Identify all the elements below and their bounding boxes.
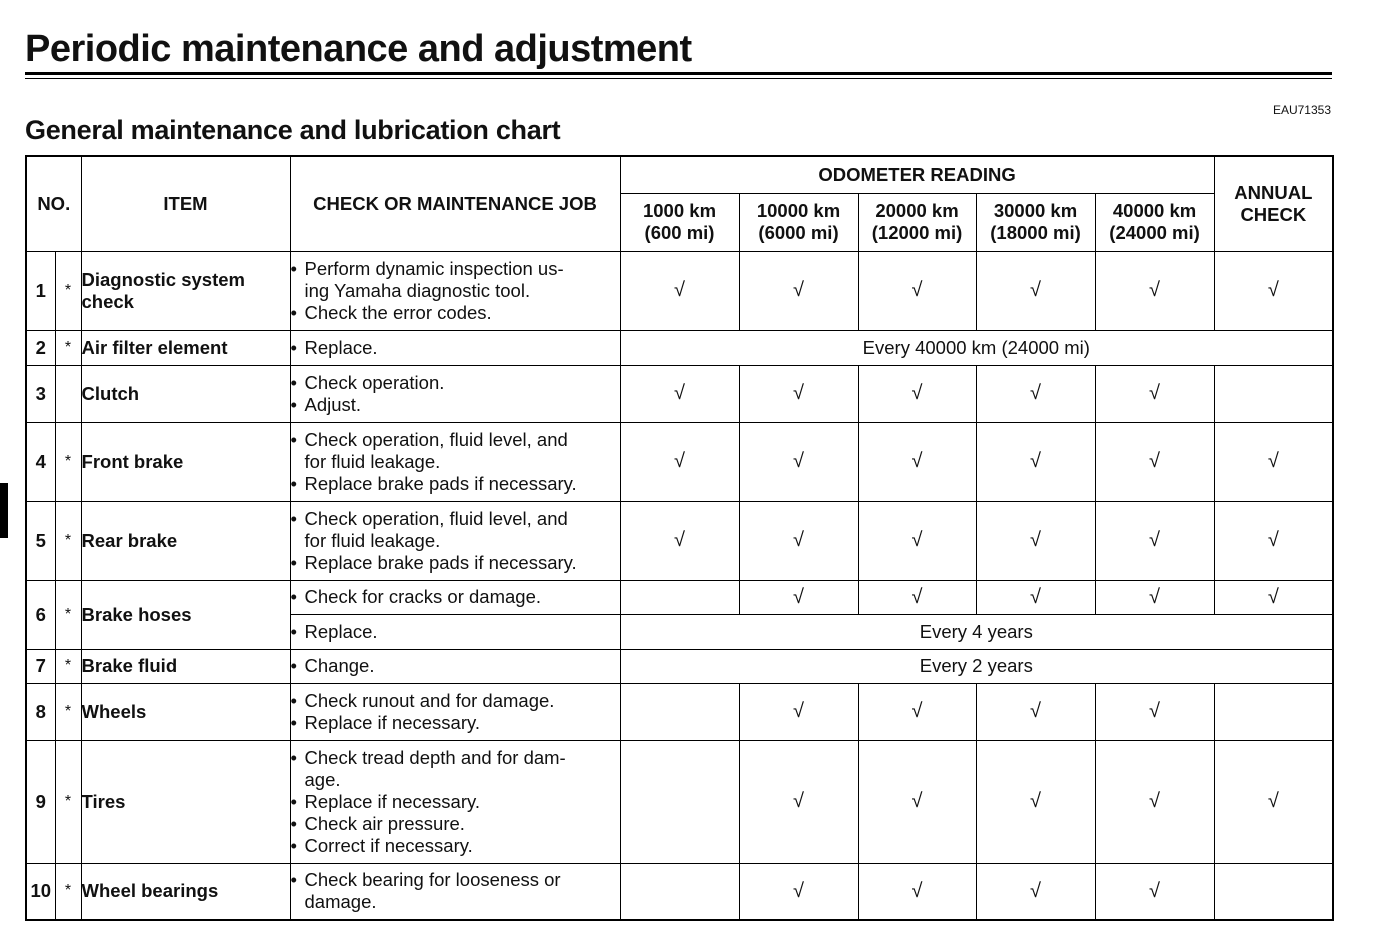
check-cell bbox=[858, 863, 976, 920]
header-interval bbox=[858, 193, 976, 251]
table-row bbox=[26, 330, 1333, 365]
check-cell bbox=[858, 251, 976, 330]
job-line: • Perform dynamic inspection us- bbox=[291, 258, 620, 280]
check-mark-icon: √ bbox=[674, 382, 685, 404]
check-cell bbox=[1095, 683, 1214, 740]
check-mark-icon: √ bbox=[1030, 279, 1041, 301]
check-cell bbox=[739, 251, 858, 330]
check-cell bbox=[858, 422, 976, 501]
job-list bbox=[291, 869, 620, 913]
check-mark-icon: √ bbox=[1030, 529, 1041, 551]
row-item: Diagnostic system check bbox=[81, 251, 290, 330]
page-side-tab-marker bbox=[0, 483, 8, 538]
check-mark-icon: √ bbox=[793, 585, 804, 608]
check-cell bbox=[620, 422, 739, 501]
check-cell bbox=[1095, 580, 1214, 614]
row-item: Tires bbox=[81, 740, 290, 863]
check-cell bbox=[620, 683, 739, 740]
check-mark-icon: √ bbox=[674, 529, 685, 551]
row-number: 6 bbox=[26, 580, 55, 649]
check-cell bbox=[739, 580, 858, 614]
header-item: ITEM bbox=[81, 156, 290, 251]
check-cell bbox=[739, 740, 858, 863]
job-line: • Replace. bbox=[291, 621, 620, 643]
check-mark-icon: √ bbox=[1030, 585, 1041, 608]
check-cell bbox=[976, 863, 1095, 920]
job-line: • Check operation, fluid level, and bbox=[291, 429, 620, 451]
job-cell bbox=[290, 863, 620, 920]
job-line: damage. bbox=[304, 891, 377, 913]
check-cell bbox=[1214, 422, 1333, 501]
check-mark-icon: √ bbox=[1149, 700, 1161, 722]
check-cell bbox=[976, 422, 1095, 501]
check-cell bbox=[620, 863, 739, 920]
row-asterisk: * bbox=[55, 580, 81, 649]
job-cell bbox=[290, 580, 620, 614]
check-mark-icon: √ bbox=[1149, 450, 1161, 472]
job-list bbox=[291, 621, 620, 643]
row-asterisk: * bbox=[55, 251, 81, 330]
check-mark-icon: √ bbox=[793, 879, 804, 902]
job-line: • Check the error codes. bbox=[291, 302, 620, 324]
check-mark-icon: √ bbox=[911, 879, 923, 902]
check-mark-icon: √ bbox=[1267, 790, 1279, 812]
table-row bbox=[26, 501, 1333, 580]
header-interval-km: 30000 km bbox=[993, 200, 1078, 221]
check-mark-icon: √ bbox=[1149, 879, 1161, 902]
check-mark-icon: √ bbox=[1267, 529, 1279, 551]
header-annual-check-label: ANNUAL CHECK bbox=[1234, 181, 1313, 225]
check-cell bbox=[1214, 501, 1333, 580]
job-line: for fluid leakage. bbox=[304, 529, 441, 551]
check-cell bbox=[620, 740, 739, 863]
check-cell bbox=[739, 365, 858, 422]
job-line: • Replace. bbox=[291, 337, 620, 359]
check-cell bbox=[858, 501, 976, 580]
table-row bbox=[26, 365, 1333, 422]
job-line: for fluid leakage. bbox=[304, 450, 441, 472]
header-interval-km: 1000 km bbox=[642, 200, 717, 221]
row-item: Air filter element bbox=[81, 330, 290, 365]
job-line: • Replace if necessary. bbox=[291, 791, 620, 813]
row-asterisk: * bbox=[55, 649, 81, 683]
row-asterisk: * bbox=[55, 740, 81, 863]
check-mark-icon: √ bbox=[911, 279, 923, 301]
page-title: Periodic maintenance and adjustment bbox=[25, 28, 692, 70]
row-number: 4 bbox=[26, 422, 55, 501]
check-mark-icon: √ bbox=[674, 450, 685, 472]
check-cell bbox=[1214, 683, 1333, 740]
job-list bbox=[291, 372, 620, 416]
check-cell bbox=[1095, 740, 1214, 863]
check-cell bbox=[620, 365, 739, 422]
job-line: • Check air pressure. bbox=[291, 813, 620, 835]
header-interval-km: 40000 km bbox=[1112, 200, 1197, 221]
check-cell bbox=[739, 863, 858, 920]
check-mark-icon: √ bbox=[674, 279, 685, 301]
check-cell bbox=[858, 580, 976, 614]
header-no: NO. bbox=[26, 156, 81, 251]
row-asterisk: * bbox=[55, 683, 81, 740]
job-list bbox=[291, 258, 620, 324]
header-job: CHECK OR MAINTENANCE JOB bbox=[290, 156, 620, 251]
check-mark-icon: √ bbox=[911, 585, 923, 608]
job-cell bbox=[290, 251, 620, 330]
check-cell bbox=[620, 580, 739, 614]
check-mark-icon: √ bbox=[1030, 879, 1041, 902]
row-asterisk: * bbox=[55, 501, 81, 580]
header-interval-mi: (600 mi) bbox=[644, 222, 715, 243]
header-annual-check bbox=[1214, 156, 1333, 251]
title-rule-thick bbox=[25, 72, 1332, 75]
check-mark-icon: √ bbox=[1149, 790, 1161, 812]
row-item: Wheel bearings bbox=[81, 863, 290, 920]
header-interval bbox=[620, 193, 739, 251]
job-list bbox=[291, 655, 620, 677]
interval-span-cell: Every 40000 km (24000 mi) bbox=[620, 330, 1333, 365]
row-number: 2 bbox=[26, 330, 55, 365]
table-row bbox=[26, 649, 1333, 683]
header-interval bbox=[739, 193, 858, 251]
check-mark-icon: √ bbox=[1030, 700, 1041, 722]
check-mark-icon: √ bbox=[793, 790, 804, 812]
check-mark-icon: √ bbox=[911, 450, 923, 472]
section-title: General maintenance and lubrication chart bbox=[25, 115, 561, 145]
check-mark-icon: √ bbox=[1030, 790, 1041, 812]
check-cell bbox=[1214, 580, 1333, 614]
job-line: • Adjust. bbox=[291, 394, 620, 416]
check-cell bbox=[620, 501, 739, 580]
check-mark-icon: √ bbox=[1030, 450, 1041, 472]
row-item: Clutch bbox=[81, 365, 290, 422]
job-line: • Check for cracks or damage. bbox=[291, 586, 620, 608]
row-item: Rear brake bbox=[81, 501, 290, 580]
check-mark-icon: √ bbox=[1030, 382, 1041, 404]
check-cell bbox=[976, 251, 1095, 330]
job-list bbox=[291, 586, 620, 608]
job-cell bbox=[290, 501, 620, 580]
check-cell bbox=[1095, 365, 1214, 422]
table-row bbox=[26, 740, 1333, 863]
check-cell bbox=[1214, 251, 1333, 330]
check-cell bbox=[739, 501, 858, 580]
job-line: • Correct if necessary. bbox=[291, 835, 620, 857]
check-mark-icon: √ bbox=[1267, 450, 1279, 472]
row-number: 8 bbox=[26, 683, 55, 740]
check-mark-icon: √ bbox=[911, 529, 923, 551]
job-list bbox=[291, 337, 620, 359]
check-mark-icon: √ bbox=[1267, 585, 1279, 608]
job-line: • Check tread depth and for dam- bbox=[291, 747, 620, 769]
check-mark-icon: √ bbox=[1149, 382, 1161, 404]
job-cell bbox=[290, 330, 620, 365]
interval-span-cell: Every 2 years bbox=[620, 649, 1333, 683]
job-line: ing Yamaha diagnostic tool. bbox=[304, 279, 531, 301]
check-mark-icon: √ bbox=[793, 279, 804, 301]
row-asterisk: * bbox=[55, 863, 81, 920]
table-row bbox=[26, 422, 1333, 501]
check-cell bbox=[976, 740, 1095, 863]
row-item: Brake fluid bbox=[81, 649, 290, 683]
row-number: 7 bbox=[26, 649, 55, 683]
table-row bbox=[26, 251, 1333, 330]
header-interval-mi: (6000 mi) bbox=[758, 222, 839, 243]
job-list bbox=[291, 508, 620, 574]
row-asterisk: * bbox=[55, 422, 81, 501]
check-cell bbox=[739, 683, 858, 740]
maintenance-chart-table bbox=[25, 155, 1334, 921]
check-mark-icon: √ bbox=[911, 700, 923, 722]
check-cell bbox=[1214, 740, 1333, 863]
job-line: • Check operation, fluid level, and bbox=[291, 508, 620, 530]
job-cell bbox=[290, 649, 620, 683]
job-cell bbox=[290, 422, 620, 501]
check-cell bbox=[1095, 251, 1214, 330]
job-cell bbox=[290, 614, 620, 649]
check-cell bbox=[1095, 422, 1214, 501]
check-cell bbox=[976, 683, 1095, 740]
job-list bbox=[291, 429, 620, 495]
check-cell bbox=[858, 365, 976, 422]
check-mark-icon: √ bbox=[1267, 279, 1279, 301]
check-mark-icon: √ bbox=[911, 382, 923, 404]
check-cell bbox=[976, 580, 1095, 614]
check-mark-icon: √ bbox=[1149, 585, 1161, 608]
table-row bbox=[26, 863, 1333, 920]
table-row bbox=[26, 683, 1333, 740]
row-asterisk bbox=[55, 365, 81, 422]
check-cell bbox=[858, 683, 976, 740]
job-cell bbox=[290, 683, 620, 740]
job-cell bbox=[290, 740, 620, 863]
job-line: • Replace brake pads if necessary. bbox=[291, 473, 620, 495]
header-interval-mi: (18000 mi) bbox=[990, 222, 1081, 243]
check-cell bbox=[1095, 501, 1214, 580]
check-cell bbox=[620, 251, 739, 330]
check-cell bbox=[976, 501, 1095, 580]
header-interval-mi: (12000 mi) bbox=[871, 222, 963, 243]
header-interval-km: 20000 km bbox=[875, 200, 959, 221]
row-number: 3 bbox=[26, 365, 55, 422]
check-cell bbox=[739, 422, 858, 501]
check-mark-icon: √ bbox=[1149, 529, 1161, 551]
job-line: • Check operation. bbox=[291, 372, 620, 394]
job-line: • Replace brake pads if necessary. bbox=[291, 552, 620, 574]
check-cell bbox=[976, 365, 1095, 422]
header-interval bbox=[1095, 193, 1214, 251]
check-cell bbox=[1214, 863, 1333, 920]
title-rule-thin bbox=[25, 78, 1332, 79]
check-mark-icon: √ bbox=[793, 382, 804, 404]
document-code: EAU71353 bbox=[1272, 103, 1331, 117]
row-item: Brake hoses bbox=[81, 580, 290, 649]
check-cell bbox=[858, 740, 976, 863]
row-item: Front brake bbox=[81, 422, 290, 501]
job-line: • Replace if necessary. bbox=[291, 712, 620, 734]
header-interval bbox=[976, 193, 1095, 251]
row-number: 10 bbox=[26, 863, 55, 920]
check-mark-icon: √ bbox=[911, 790, 923, 812]
job-list bbox=[291, 690, 620, 734]
check-mark-icon: √ bbox=[793, 450, 804, 472]
header-odometer-reading: ODOMETER READING bbox=[620, 156, 1214, 193]
interval-span-cell: Every 4 years bbox=[620, 614, 1333, 649]
row-asterisk: * bbox=[55, 330, 81, 365]
job-line: • Check bearing for looseness or bbox=[291, 869, 620, 891]
header-interval-mi: (24000 mi) bbox=[1109, 222, 1200, 243]
check-cell bbox=[1095, 863, 1214, 920]
row-number: 9 bbox=[26, 740, 55, 863]
table-row bbox=[26, 580, 1333, 614]
header-interval-km: 10000 km bbox=[756, 200, 841, 221]
check-mark-icon: √ bbox=[793, 700, 804, 722]
job-line: • Check runout and for damage. bbox=[291, 690, 620, 712]
job-list bbox=[291, 747, 620, 857]
job-cell bbox=[290, 365, 620, 422]
check-mark-icon: √ bbox=[793, 529, 804, 551]
job-line: • Change. bbox=[291, 655, 620, 677]
row-number: 5 bbox=[26, 501, 55, 580]
check-cell bbox=[1214, 365, 1333, 422]
job-line: age. bbox=[304, 768, 341, 790]
row-item: Wheels bbox=[81, 683, 290, 740]
check-mark-icon: √ bbox=[1149, 279, 1161, 301]
row-number: 1 bbox=[26, 251, 55, 330]
